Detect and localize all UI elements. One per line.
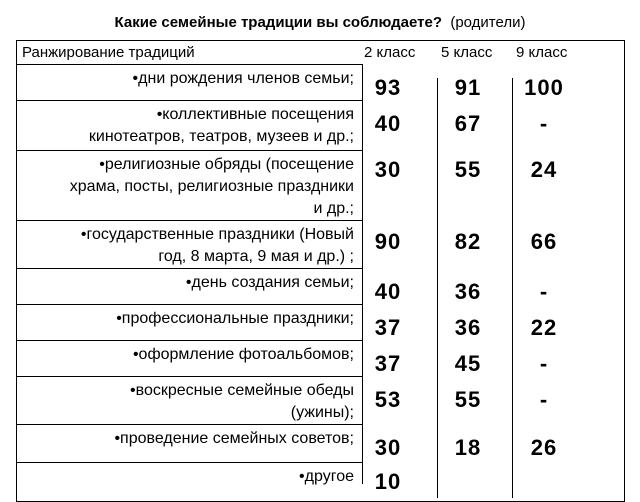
row-label-text: проведение семейных советов; (120, 430, 354, 447)
row-label (133, 344, 354, 365)
cell-value: 40 (374, 279, 402, 304)
cell-value: 66 (530, 229, 558, 254)
row-divider (16, 424, 362, 425)
page-title (0, 14, 640, 32)
cell-value: 26 (530, 435, 558, 460)
row-label-text: профессиональные праздники; (121, 310, 354, 327)
row-label (299, 466, 354, 487)
cell-value: 18 (454, 435, 482, 460)
row-label: храма, посты, религиозные праздники (69, 178, 354, 195)
row-divider (16, 220, 362, 221)
bullet-icon: • (132, 70, 139, 87)
bullet-icon: • (116, 310, 122, 327)
row-divider (16, 150, 362, 151)
bullet-icon: • (185, 274, 192, 291)
row-divider (16, 100, 362, 101)
row-label: кинотеатров, театров, музеев и др.; (88, 128, 354, 145)
row-divider (16, 376, 362, 377)
row-label (186, 272, 354, 293)
bullet-icon: • (299, 468, 305, 485)
cell-value: - (539, 387, 549, 412)
title-sub: (родители) (450, 14, 526, 31)
cell-value: 10 (374, 469, 402, 494)
cell-value: - (539, 111, 549, 136)
row-label: и др.; (313, 200, 354, 217)
cell-value: - (539, 351, 549, 376)
bullet-icon: • (130, 382, 136, 399)
cell-value: - (539, 279, 549, 304)
row-divider (16, 304, 362, 305)
cell-value: 30 (374, 157, 402, 182)
cell-value: 22 (530, 315, 558, 340)
column-header: 5 класс (441, 44, 493, 61)
header-label: Ранжирование традиций (22, 44, 195, 61)
row-label (157, 104, 354, 125)
row-divider (16, 462, 362, 463)
bullet-icon: • (132, 346, 139, 363)
row-label (130, 380, 354, 401)
cell-value: 82 (454, 229, 482, 254)
row-label-text: другое (304, 468, 354, 485)
cell-value: 30 (374, 435, 402, 460)
cell-value: 93 (374, 75, 402, 100)
column-header: 2 класс (364, 44, 416, 61)
cell-value: 36 (454, 315, 482, 340)
bullet-icon: • (80, 226, 87, 243)
row-label-text: государственные праздники (Новый (86, 226, 354, 243)
cell-value: 53 (374, 387, 402, 412)
cell-value: 45 (454, 351, 482, 376)
bullet-icon: • (99, 156, 105, 173)
cell-value: 90 (374, 229, 402, 254)
cell-value: 100 (524, 75, 564, 100)
cell-value: 36 (454, 279, 482, 304)
row-label: год, 8 марта, 9 мая и др.) ; (158, 248, 354, 265)
row-label: (ужины); (290, 404, 354, 421)
row-label (116, 308, 354, 329)
bullet-icon: • (156, 106, 163, 123)
row-label-text: религиозные обряды (посещение (104, 156, 354, 173)
header-divider (16, 64, 362, 65)
cell-value: 37 (374, 351, 402, 376)
row-divider (16, 268, 362, 269)
cell-value: 37 (374, 315, 402, 340)
row-label-text: оформление фотоальбомов; (138, 346, 354, 363)
cell-value: 67 (454, 111, 482, 136)
column-header: 9 класс (516, 44, 568, 61)
row-label (114, 428, 354, 449)
cell-value: 40 (374, 111, 402, 136)
row-label-text: дни рождения членов семьи; (138, 70, 354, 87)
cell-value: 55 (454, 157, 482, 182)
title-main: Какие семейные традиции вы соблюдаете? (114, 14, 442, 31)
row-label-text: день создания семьи; (191, 274, 354, 291)
cell-value: 91 (454, 75, 482, 100)
cell-value: 24 (530, 157, 558, 182)
row-label (99, 154, 354, 175)
row-label-text: коллективные посещения (162, 106, 354, 123)
row-label (133, 68, 354, 89)
bullet-icon: • (114, 430, 121, 447)
column-divider (512, 78, 513, 498)
row-divider (16, 340, 362, 341)
cell-value: 55 (454, 387, 482, 412)
row-label-text: воскресные семейные обеды (135, 382, 354, 399)
row-label (81, 224, 354, 245)
